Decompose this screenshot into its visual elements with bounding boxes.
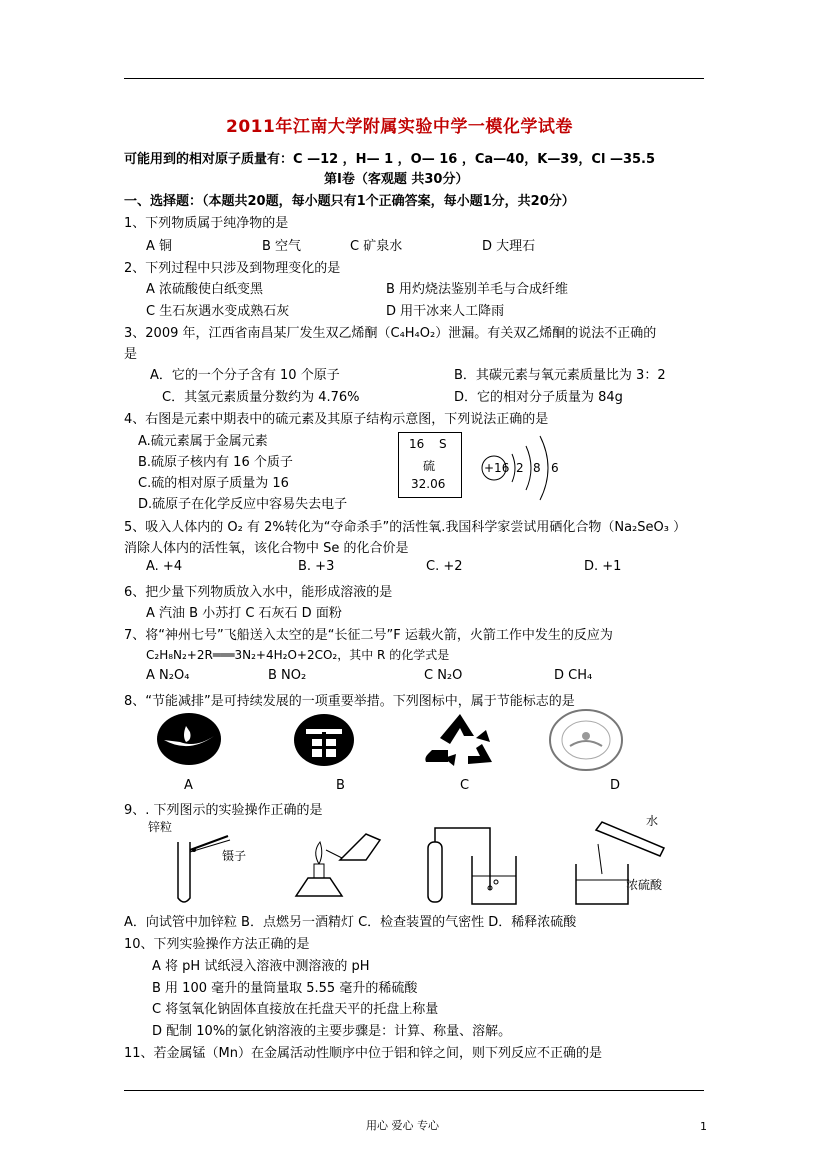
- alcohol-lamps-illustration: [290, 820, 390, 910]
- water-saving-logo-icon: [156, 712, 222, 766]
- energy-saving-logo-icon: [292, 712, 356, 768]
- airtightness-check-illustration: [420, 820, 530, 910]
- q10-option-a: A 将 pH 试纸浸入溶液中测溶液的 pH: [152, 959, 370, 974]
- tweezers-label: 镊子: [222, 849, 247, 863]
- q10-option-d: D 配制 10%的氯化钠溶液的主要步骤是：计算、称量、溶解。: [152, 1024, 512, 1039]
- q4-option-a: A.硫元素属于金属元素: [138, 434, 268, 449]
- nucleus-charge: +16: [484, 461, 510, 475]
- element-name: 硫: [423, 459, 436, 473]
- q4-stem: 4、右图是元素中期表中的硫元素及其原子结构示意图，下列说法正确的是: [124, 412, 549, 427]
- page-title: 2011年江南大学附属实验中学一模化学试卷: [226, 117, 573, 137]
- q3-option-b: B．其碳元素与氧元素质量比为 3：2: [454, 368, 666, 383]
- q4-option-c: C.硫的相对原子质量为 16: [138, 476, 289, 491]
- q5-option-a: A. +4: [146, 559, 183, 574]
- shell-2-count: 8: [533, 461, 541, 475]
- section-title: 第Ⅰ卷（客观题 共30分）: [324, 172, 469, 187]
- water-label: 水: [646, 814, 659, 828]
- q8-label-c: C: [460, 778, 470, 793]
- q1-option-c: C 矿泉水: [350, 239, 403, 254]
- q2-option-d: D 用干冰来人工降雨: [386, 304, 505, 319]
- q8-stem: 8、“节能减排”是可持续发展的一项重要举措。下列图标中，属于节能标志的是: [124, 694, 575, 709]
- footer-motto: 用心 爱心 专心: [366, 1119, 439, 1132]
- element-symbol: S: [439, 437, 447, 451]
- q2-option-a: A 浓硫酸使白纸变黑: [146, 282, 264, 297]
- q11-stem: 11、若金属锰（Mn）在金属活动性顺序中位于铝和锌之间，则下列反应不正确的是: [124, 1046, 602, 1061]
- q1-option-b: B 空气: [262, 239, 302, 254]
- q10-option-c: C 将氢氧化钠固体直接放在托盘天平的托盘上称量: [152, 1002, 439, 1017]
- q5-stem-line1: 5、吸入人体内的 O₂ 有 2%转化为“夺命杀手”的活性氧.我国科学家尝试用硒化合物（Na₂SeO₃ ）: [124, 520, 687, 535]
- q6-stem: 6、把少量下列物质放入水中，能形成溶液的是: [124, 585, 393, 600]
- zinc-label: 锌粒: [148, 820, 173, 834]
- q7-option-a: A N₂O₄: [146, 668, 190, 683]
- bottom-rule: [124, 1090, 704, 1091]
- q8-label-d: D: [610, 778, 621, 793]
- q5-option-d: D. +1: [584, 559, 622, 574]
- q3-stem-line2: 是: [124, 347, 138, 362]
- q10-option-b: B 用 100 毫升的量筒量取 5.55 毫升的稀硫酸: [152, 981, 418, 996]
- q5-option-c: C. +2: [426, 559, 463, 574]
- q8-label-b: B: [336, 778, 345, 793]
- q10-stem: 10、下列实验操作方法正确的是: [124, 937, 310, 952]
- dilute-acid-illustration: [568, 814, 680, 910]
- element-mass: 32.06: [411, 477, 446, 491]
- q1-stem: 1、下列物质属于纯净物的是: [124, 216, 289, 231]
- shell-1-count: 2: [516, 461, 524, 475]
- q4-option-b: B.硫原子核内有 16 个质子: [138, 455, 293, 470]
- q2-option-c: C 生石灰遇水变成熟石灰: [146, 304, 290, 319]
- element-number: 16: [409, 437, 425, 451]
- element-card: [398, 432, 462, 498]
- q2-option-b: B 用灼烧法鉴别羊毛与合成纤维: [386, 282, 569, 297]
- atomic-masses: 可能用到的相对原子质量有：C —12 ，H— 1 ，O— 16 ，Ca—40，K—39，Cl —35.5: [124, 152, 656, 167]
- q7-equation: C₂H₈N₂+2R═══3N₂+4H₂O+2CO₂，其中 R 的化学式是: [146, 648, 450, 662]
- q3-stem-line1: 3、2009 年，江西省南昌某厂发生双乙烯酮（C₄H₄O₂）泄漏。有关双乙烯酮的说法不正确的: [124, 326, 657, 341]
- q5-option-b: B. +3: [298, 559, 335, 574]
- top-rule: [124, 78, 704, 79]
- q1-option-a: A 铜: [146, 239, 173, 254]
- environmental-label-logo-icon: [548, 708, 624, 772]
- q7-stem: 7、将“神州七号”飞船送入太空的是“长征二号”F 运载火箭，火箭工作中发生的反应为: [124, 628, 613, 643]
- q2-stem: 2、下列过程中只涉及到物理变化的是: [124, 261, 341, 276]
- q9-options: A．向试管中加锌粒 B．点燃另一酒精灯 C．检查装置的气密性 D．稀释浓硫酸: [124, 915, 577, 930]
- q3-option-d: D．它的相对分子质量为 84g: [454, 390, 623, 405]
- q4-option-d: D.硫原子在化学反应中容易失去电子: [138, 497, 348, 512]
- q8-label-a: A: [184, 778, 193, 793]
- part-one-heading: 一、选择题：（本题共20题，每小题只有1个正确答案，每小题1分，共20分）: [124, 194, 575, 209]
- shell-3-count: 6: [551, 461, 559, 475]
- q7-option-b: B NO₂: [268, 668, 307, 683]
- q3-option-a: A．它的一个分子含有 10 个原子: [150, 368, 340, 383]
- q1-option-d: D 大理石: [482, 239, 536, 254]
- recycle-logo-icon: [424, 710, 496, 770]
- page-number: 1: [700, 1120, 707, 1133]
- q7-option-d: D CH₄: [554, 668, 593, 683]
- q9-stem: 9、. 下列图示的实验操作正确的是: [124, 803, 323, 818]
- q5-stem-line2: 消除人体内的活性氧，该化合物中 Se 的化合价是: [124, 541, 409, 556]
- q6-options: A 汽油 B 小苏打 C 石灰石 D 面粉: [146, 606, 342, 621]
- acid-label: 浓硫酸: [626, 878, 663, 892]
- q3-option-c: C．其氢元素质量分数约为 4.76%: [162, 390, 360, 405]
- q7-option-c: C N₂O: [424, 668, 463, 683]
